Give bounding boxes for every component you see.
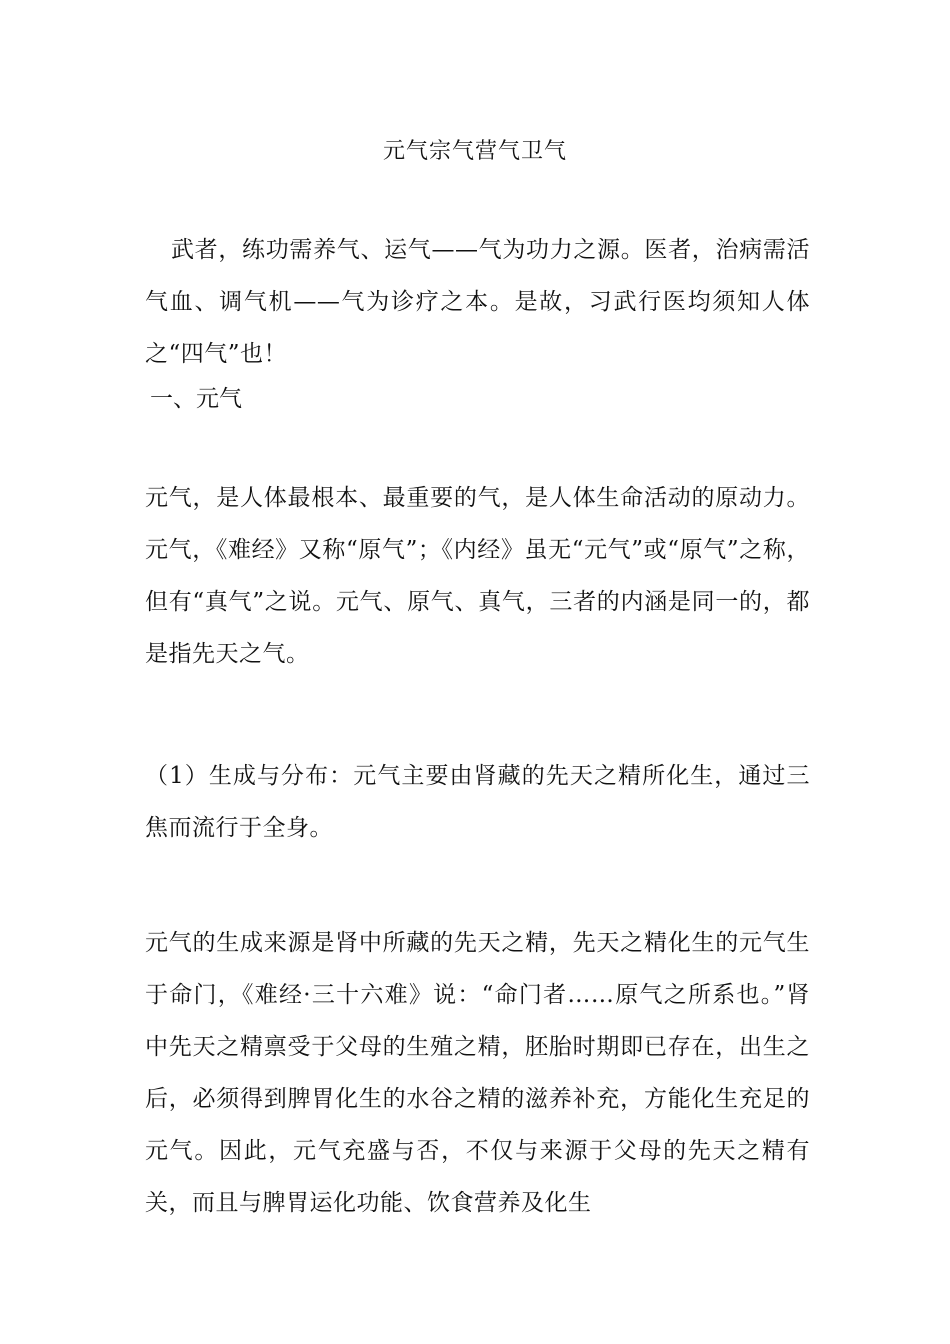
section-heading-yuanqi: 一、元气	[150, 386, 242, 412]
definition-paragraph: 元气，是人体最根本、最重要的气，是人体生命活动的原动力。元气，《难经》又称“原气”；《内经》虽无“元气”或“原气”之称，但有“真气”之说。元气、原气、真气，三者的内涵是同一的，都是指先天之气。	[145, 485, 810, 667]
source-paragraph: 元气的生成来源是肾中所藏的先天之精，先天之精化生的元气生于命门，《难经·三十六难》说：“命门者……原气之所系也。”肾中先天之精禀受于父母的生殖之精，胚胎时期即已存在，出生之后，必须得到脾胃化生的水谷之精的滋养补充，方能化生充足的元气。因此，元气充盛与否，不仅与来源于父母的先天之精有关，而且与脾胃运化功能、饮食营养及化生	[145, 930, 810, 1216]
generation-paragraph: （1）生成与分布：元气主要由肾藏的先天之精所化生，通过三焦而流行于全身。	[145, 763, 810, 841]
document-title: 元气宗气营气卫气	[382, 139, 567, 164]
intro-paragraph: 武者，练功需养气、运气——气为功力之源。医者，治病需活气血、调气机——气为诊疗之本。是故，习武行医均须知人体之“四气”也！	[145, 237, 810, 367]
